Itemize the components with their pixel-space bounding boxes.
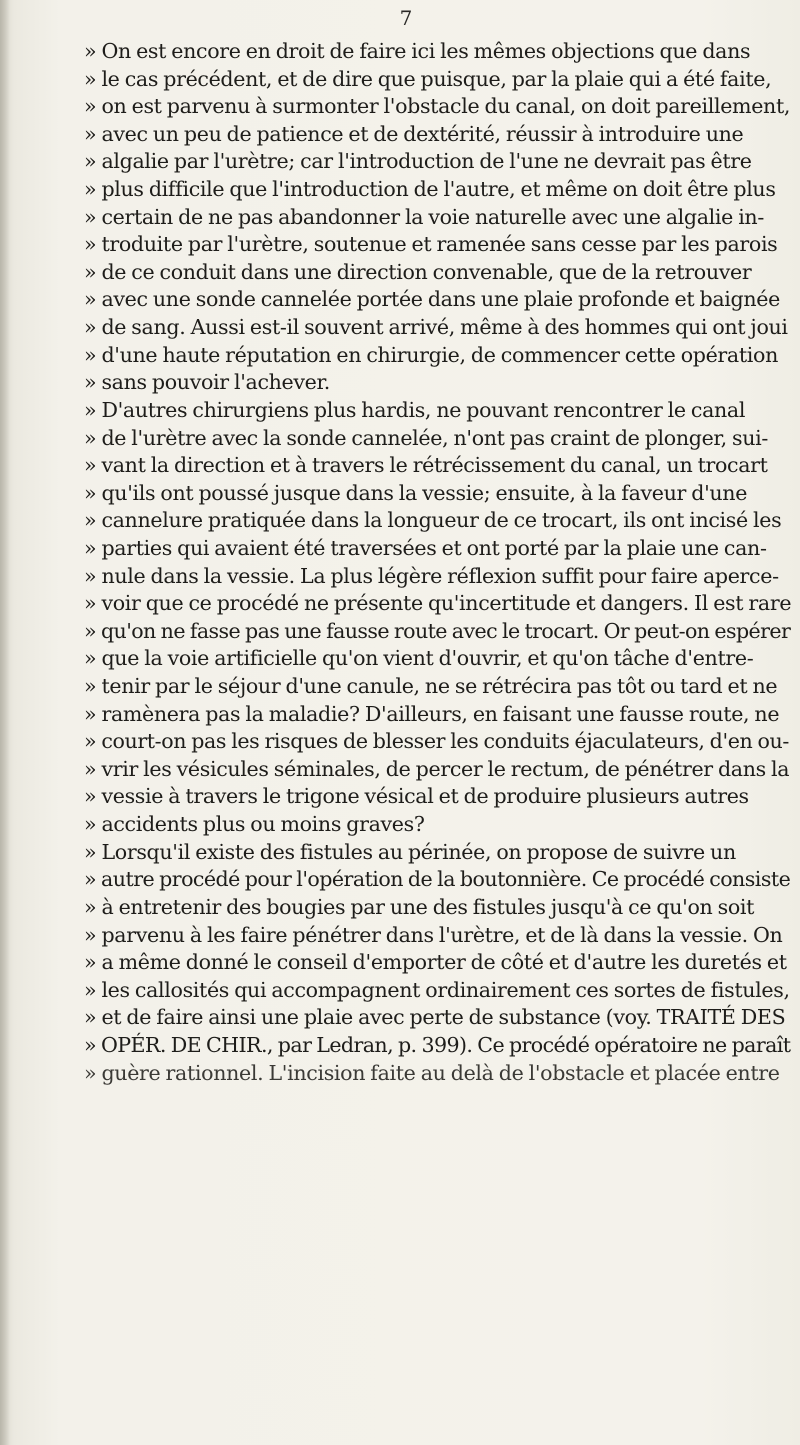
text-line-content: » certain de ne pas abandonner la voie naturelle avec une algalie in- [84, 204, 764, 229]
text-line-content: » On est encore en droit de faire ici les mêmes objections que dans [84, 39, 751, 63]
page-number: 7 [399, 6, 413, 30]
text-line-content: » guère rationnel. L'incision faite au delà de l'obstacle et placée entre [84, 1060, 780, 1085]
text-line [62, 894, 800, 922]
text-line [62, 66, 800, 94]
text-line [62, 922, 800, 950]
text-line-content: » vrir les vésicules séminales, de percer le rectum, de pénétrer dans la [84, 756, 790, 781]
text-line-content: » nule dans la vessie. La plus légère réflexion suffit pour faire aperce- [84, 563, 779, 588]
text-line [62, 645, 800, 673]
text-line-content: » Lorsqu'il existe des fistules au périnée, on propose de suivre un [84, 839, 736, 864]
text-line [62, 618, 800, 646]
text-line [62, 369, 800, 397]
text-line-content: » a même donné le conseil d'emporter de côté et d'autre les duretés et [84, 950, 787, 975]
text-line-content: » vessie à travers le trigone vésical et de produire plusieurs autres [84, 784, 749, 809]
text-line [62, 231, 800, 259]
text-line-content: » algalie par l'urètre; car l'introduction de l'une ne devrait pas être [84, 149, 752, 174]
text-line-content: » de sang. Aussi est-il souvent arrivé, même à des hommes qui ont joui [84, 315, 788, 340]
text-line [62, 342, 800, 370]
text-line [62, 977, 800, 1005]
text-line-content: » avec une sonde cannelée portée dans une plaie profonde et baignée [84, 287, 780, 312]
text-line-content: » voir que ce procédé ne présente qu'incertitude et dangers. Il est rare [84, 591, 792, 616]
text-line [62, 452, 800, 480]
text-line [62, 590, 800, 618]
text-line [62, 480, 800, 508]
text-line-content: » OPÉR. DE CHIR., par Ledran, p. 399). Ce procédé opératoire ne paraît [84, 1032, 791, 1057]
text-line-content: » de ce conduit dans une direction convenable, que de la retrouver [84, 259, 752, 284]
text-line-content: » ramènera pas la maladie? D'ailleurs, en faisant une fausse route, ne [84, 701, 780, 726]
text-line-content: » les callosités qui accompagnent ordinairement ces sortes de fistules, [84, 977, 790, 1002]
text-line-content: » que la voie artificielle qu'on vient d'ouvrir, et qu'on tâche d'entre- [84, 646, 754, 671]
text-line-content: » qu'on ne fasse pas une fausse route avec le trocart. Or peut-on espérer [84, 618, 791, 643]
text-line [62, 866, 800, 894]
text-line [62, 425, 800, 453]
text-line-content: » troduite par l'urètre, soutenue et ramenée sans cesse par les parois [84, 232, 778, 257]
text-line-content: » autre procédé pour l'opération de la boutonnière. Ce procédé consiste [84, 867, 791, 892]
text-line [62, 673, 800, 701]
text-line [62, 563, 800, 591]
body-text [62, 38, 800, 1087]
text-line-content: » tenir par le séjour d'une canule, ne se rétrécira pas tôt ou tard et ne [84, 674, 778, 699]
text-line-content: » court-on pas les risques de blesser les conduits éjaculateurs, d'en ou- [84, 729, 789, 754]
text-line [62, 121, 800, 149]
text-line [62, 204, 800, 232]
text-line-content: » cannelure pratiquée dans la longueur de ce trocart, ils ont incisé les [84, 508, 782, 533]
text-line-content: » on est parvenu à surmonter l'obstacle du canal, on doit pareillement, [84, 94, 791, 119]
text-line [62, 38, 800, 66]
text-line [62, 1060, 800, 1088]
text-line [62, 397, 800, 425]
text-line-content: » accidents plus ou moins graves? [84, 812, 425, 837]
text-line [62, 507, 800, 535]
text-line-content: » vant la direction et à travers le rétrécissement du canal, un trocart [84, 453, 768, 478]
text-line [62, 148, 800, 176]
text-line-content: » qu'ils ont poussé jusque dans la vessie; ensuite, à la faveur d'une [84, 480, 748, 505]
text-line [62, 783, 800, 811]
text-line-content: » le cas précédent, et de dire que puisque, par la plaie qui a été faite, [84, 66, 772, 91]
page-gutter-shadow [0, 0, 10, 1445]
text-line [62, 1004, 800, 1032]
text-line [62, 176, 800, 204]
text-line [62, 811, 800, 839]
text-line-content: » avec un peu de patience et de dextérité, réussir à introduire une [84, 121, 744, 146]
text-line [62, 259, 800, 287]
text-line-content: » à entretenir des bougies par une des fistules jusqu'à ce qu'on soit [84, 894, 755, 919]
text-line-content: » sans pouvoir l'achever. [84, 370, 330, 395]
text-line [62, 93, 800, 121]
text-line-content: » D'autres chirurgiens plus hardis, ne pouvant rencontrer le canal [84, 397, 746, 422]
text-line [62, 1032, 800, 1060]
text-line [62, 756, 800, 784]
text-line [62, 839, 800, 867]
text-line [62, 286, 800, 314]
text-line [62, 949, 800, 977]
text-line-content: » parties qui avaient été traversées et ont porté par la plaie une can- [84, 535, 767, 560]
text-line-content: » plus difficile que l'introduction de l'autre, et même on doit être plus [84, 177, 776, 202]
text-line-content: » et de faire ainsi une plaie avec perte de substance (voy. TRAITÉ DES [84, 1005, 786, 1030]
text-line [62, 535, 800, 563]
text-line-content: » d'une haute réputation en chirurgie, de commencer cette opération [84, 342, 778, 367]
text-line [62, 314, 800, 342]
text-line-content: » de l'urètre avec la sonde cannelée, n'ont pas craint de plonger, sui- [84, 425, 769, 450]
text-line-content: » parvenu à les faire pénétrer dans l'urètre, et de là dans la vessie. On [84, 922, 783, 947]
text-line [62, 701, 800, 729]
text-line [62, 728, 800, 756]
